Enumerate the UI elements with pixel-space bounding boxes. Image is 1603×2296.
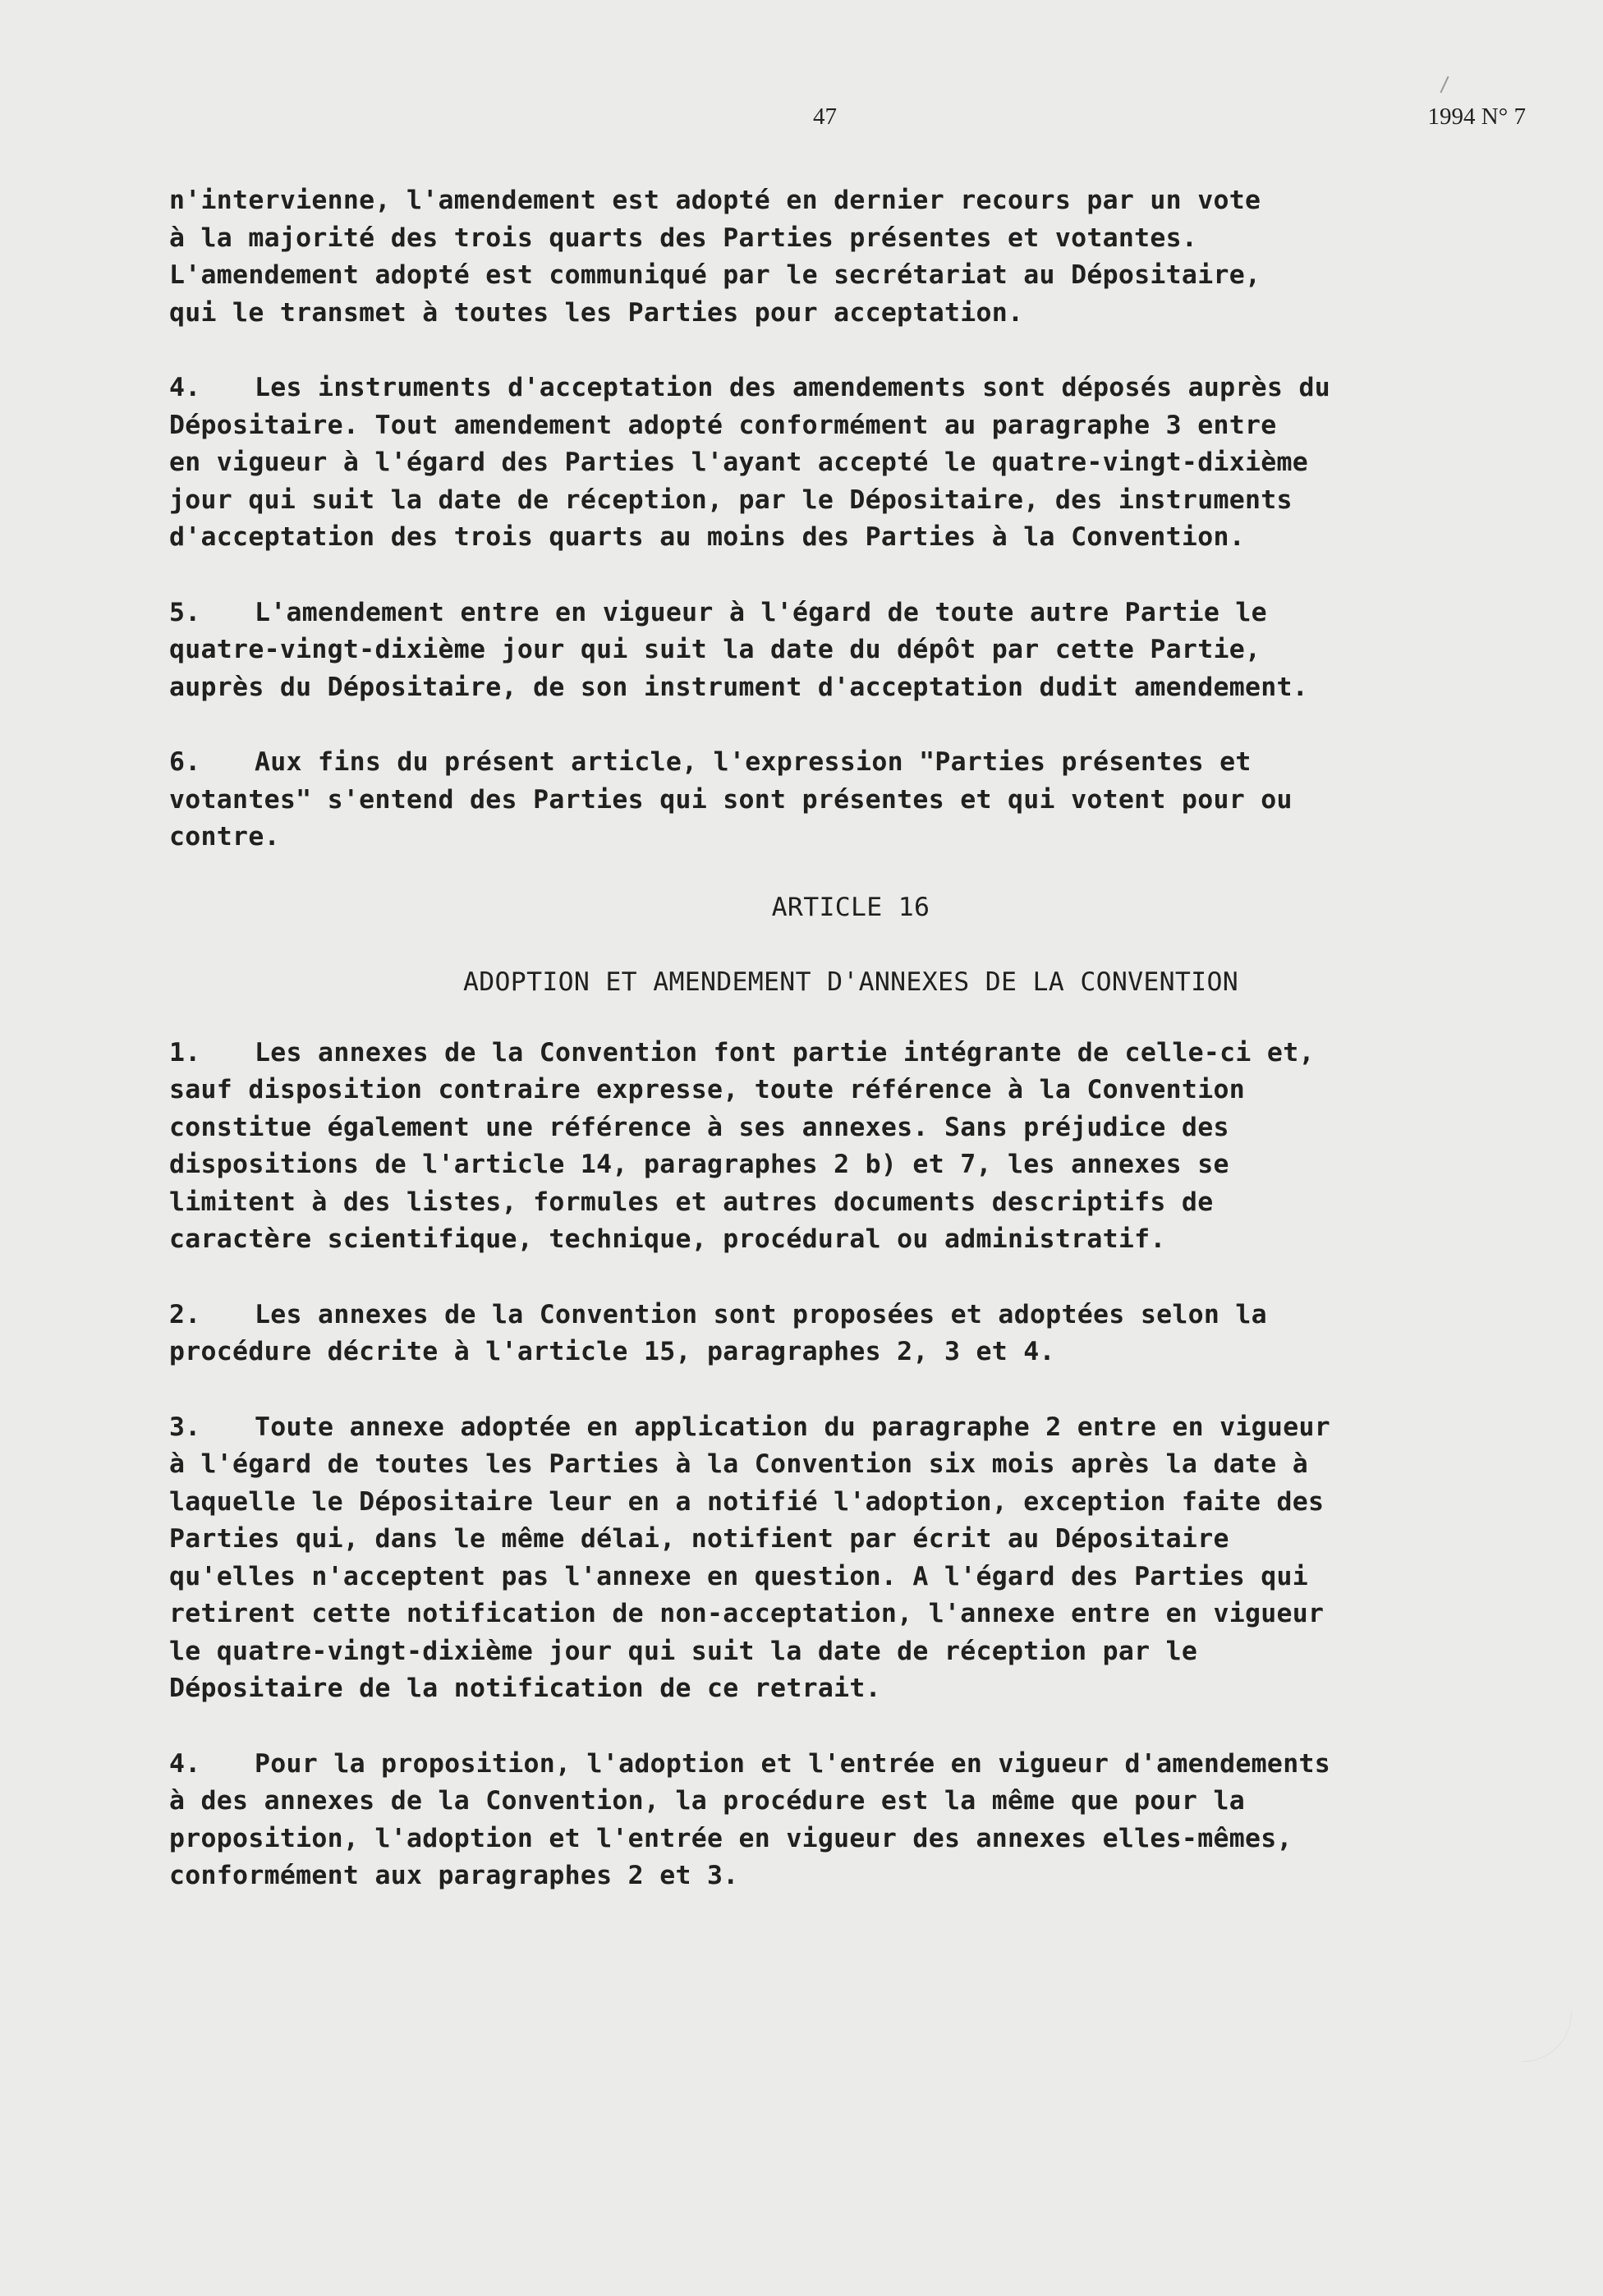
paragraph-4 [169,370,1532,557]
article-paragraph-3-number: 3. [169,1412,201,1442]
article-paragraph-2-number: 2. [169,1299,201,1329]
paragraph-continued: n'intervienne, l'amendement est adopté en dernier recours par un vote à la majorité des trois quarts des Parties présentes et votantes. L'amendement adopté est communiqué par le secrétariat au Dépositaire, qui le transmet à toutes les Parties pour acceptation. [169,186,1261,328]
page-number: 47 [813,103,837,130]
article-title: ADOPTION ET AMENDEMENT D'ANNEXES DE LA CONVENTION [463,967,1238,997]
article-paragraph-1-number: 1. [169,1037,201,1068]
paragraph-6-text: Aux fins du présent article, l'expression "Parties présentes et votantes" s'entend des Parties qui sont présentes et qui votent pour ou contre. [169,747,1293,852]
article-number: ARTICLE 16 [771,892,930,922]
article-paragraph-4 [169,1746,1532,1895]
article-paragraph-3 [169,1409,1532,1708]
article-paragraph-3-text: Toute annexe adoptée en application du paragraphe 2 entre en vigueur à l'égard de toutes les Parties à la Convention six mois après la date à laquelle le Dépositaire leur en a notifié l'adoption, exception faite des Parties qui, dans le même délai, notifient par écrit au Dépositaire qu'elles n'acceptent pas l'annexe en question. A l'égard des Parties qui retirent cette notification de non-acceptation, l'annexe entre en vigueur le quatre-vingt-dixième jour qui suit la date de réception par le Dépositaire de la notification de ce retrait. [169,1412,1330,1703]
article-paragraph-4-number: 4. [169,1748,201,1779]
page-header [0,103,1603,140]
paragraph-4-number: 4. [169,373,201,402]
document-body [169,182,1532,1895]
article-paragraph-2-text: Les annexes de la Convention sont proposées et adoptées selon la procédure décrite à l'article 15, paragraphes 2, 3 et 4. [169,1299,1267,1366]
pen-tick-mark [1440,76,1449,94]
article-paragraph-4-text: Pour la proposition, l'adoption et l'entrée en vigueur d'amendements à des annexes de la Convention, la procédure est la même que pour la proposition, l'adoption et l'entrée en vigueur des annexes elles-mêmes, conformément aux paragraphes 2 et 3. [169,1748,1330,1890]
paragraph-5-number: 5. [169,597,201,627]
paragraph-5 [169,595,1532,707]
paragraph-6 [169,744,1532,856]
issue-label: 1994 N° 7 [1427,103,1526,130]
paragraph-4-text: Les instruments d'acceptation des amendements sont déposés auprès du Dépositaire. Tout amendement adopté conformément au paragraphe 3 entre en vigueur à l'égard des Parties l'ayant accepté le quatre-vingt-dixième jour qui suit la date de réception, par le Dépositaire, des instruments d'acceptation des trois quarts au moins des Parties à la Convention. [169,373,1330,552]
paragraph-6-number: 6. [169,747,201,777]
article-paragraph-1-text: Les annexes de la Convention font partie intégrante de celle-ci et, sauf disposition contraire expresse, toute référence à la Convention constitue également une référence à ses annexes. Sans préjudice des dispositions de l'article 14, paragraphes 2 b) et 7, les annexes se limitent à des listes, formules et autres documents descriptifs de caractère scientifique, technique, procédural ou administratif. [169,1037,1315,1254]
paragraph-5-text: L'amendement entre en vigueur à l'égard de toute autre Partie le quatre-vingt-dixième jour qui suit la date du dépôt par cette Partie, auprès du Dépositaire, de son instrument d'acceptation dudit amendement. [169,597,1309,702]
article-paragraph-2 [169,1297,1532,1371]
article-paragraph-1 [169,1035,1532,1259]
scan-artifact [1522,2012,1572,2062]
